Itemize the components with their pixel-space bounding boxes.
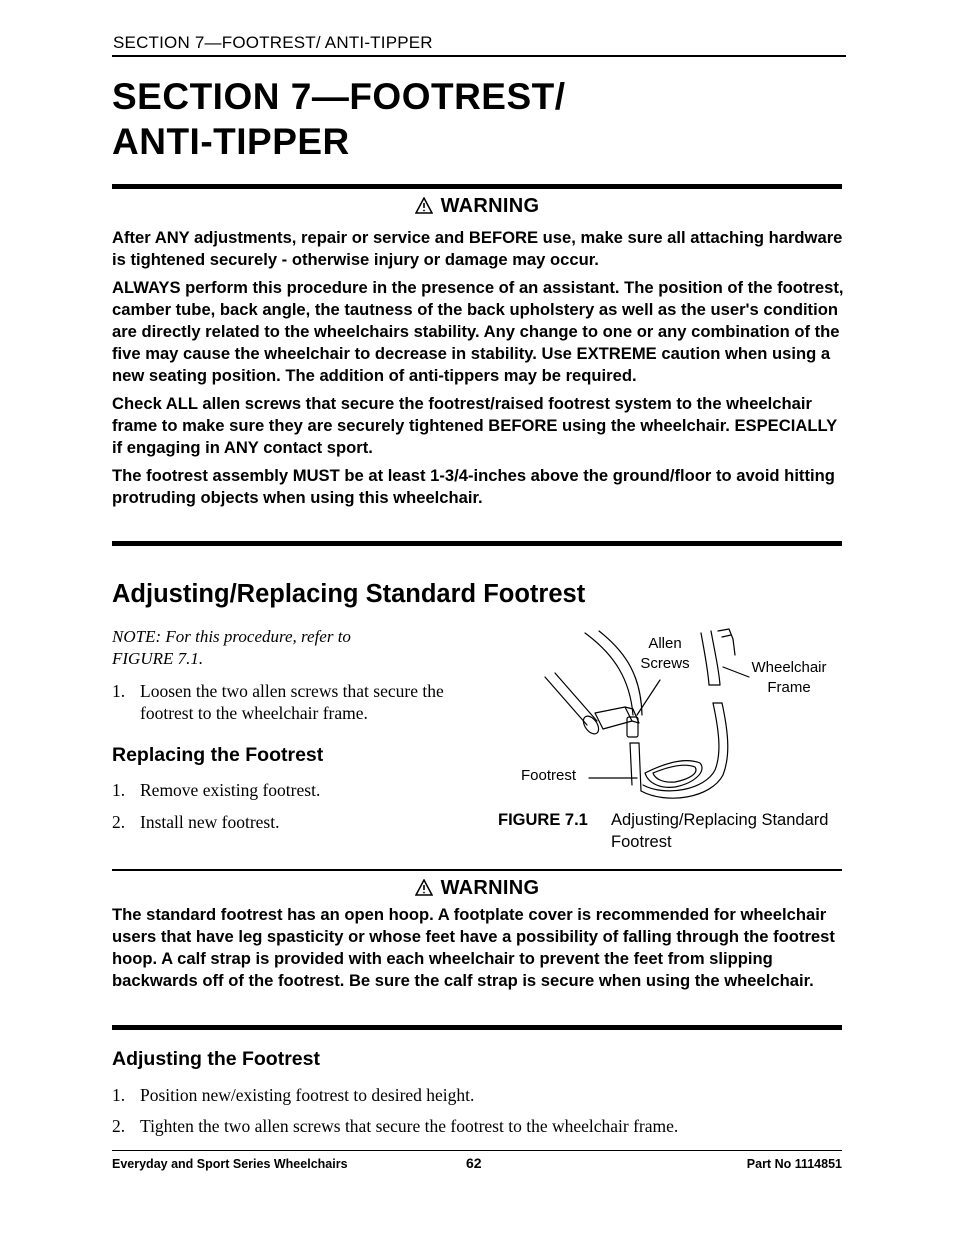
page-number: 62 (466, 1155, 482, 1171)
warning-2-paragraph: The standard footrest has an open hoop. A footplate cover is recommended for wheelchair users that have leg spasticity or whose feet have a possibility of falling through the footrest hoop. A calf strap is provided with each wheelchair to prevent the feet from slipping backwards off of the footrest. Be sure the calf strap is secure when using the wheelchair. (112, 905, 835, 990)
cross-tube-end (580, 713, 601, 736)
list-item (112, 811, 472, 835)
warning-1-paragraph: Check ALL allen screws that secure the footrest/raised footrest system to the wheelchair frame to make sure they are securely tightened BEFORE using the wheelchair. ESPECIALLY if engaging in ANY contact sport. (112, 394, 837, 457)
section-title-line-1: SECTION 7—FOOTREST/ (112, 76, 566, 117)
procedure-note: NOTE: For this procedure, refer to FIGURE 7.1. (112, 627, 351, 668)
cross-tube-bottom (555, 673, 597, 721)
list-item (112, 1115, 847, 1139)
footer-rule (112, 1150, 842, 1151)
wheelchair-frame-leader (723, 667, 749, 677)
warning-2-heading (112, 877, 842, 902)
warning-2-top-rule (112, 869, 842, 871)
right-frame-bracket (718, 629, 735, 655)
footrest-hanger-outer (643, 703, 719, 791)
step-text: Position new/existing footrest to desired height. (140, 1085, 475, 1105)
warning-1-paragraph: After ANY adjustments, repair or service and BEFORE use, make sure all attaching hardware is tightened securely - otherwise injury or damage may occur. (112, 228, 843, 269)
step-number: 2. (112, 1116, 126, 1136)
right-frame-post-outer (701, 633, 709, 685)
warning-2-body (112, 904, 847, 998)
step-number: 2. (112, 812, 126, 832)
figure-caption-text: Adjusting/Replacing Standard Footrest (611, 811, 829, 851)
section-title (112, 74, 852, 164)
list-item (112, 680, 472, 726)
right-frame-bracket-detail (722, 635, 731, 637)
left-frame-tube-outer (585, 633, 633, 715)
warning-1-heading-text: WARNING (440, 195, 540, 217)
figure-caption (498, 809, 841, 853)
step-number: 1. (112, 1085, 126, 1105)
warning-1-paragraph: ALWAYS perform this procedure in the presence of an assistant. The position of the footrest, camber tube, back angle, the tautness of the back upholstery as well as the user's condition are directly related to the wheelchairs stability. Any change to one or any combination of the five may cause the wheelchair to decrease in stability. Use EXTREME caution when using a new seating position. The addition of anti-tippers may be required. (112, 278, 844, 385)
section-title-line-2: ANTI-TIPPER (112, 121, 350, 162)
figure-label: FIGURE 7.1 (498, 811, 588, 829)
warning-triangle-icon (415, 879, 433, 902)
warning-1-top-rule (112, 184, 842, 189)
cross-tube-top (545, 677, 587, 725)
callout-footrest: Footrest (521, 767, 577, 784)
replacing-heading: Replacing the Footrest (112, 744, 324, 766)
header-rule (112, 55, 846, 57)
warning-1-bottom-rule (112, 541, 842, 546)
footplate-hoop-inner (653, 765, 696, 782)
list-item (112, 779, 472, 803)
footer-left: Everyday and Sport Series Wheelchairs (112, 1157, 348, 1171)
callout-wheelchair-frame: Wheelchair Frame (751, 659, 827, 696)
adjusting-replacing-heading: Adjusting/Replacing Standard Footrest (112, 580, 586, 608)
warning-1-paragraph: The footrest assembly MUST be at least 1-3/4-inches above the ground/floor to avoid hitting protruding objects when using this wheelchair. (112, 466, 835, 507)
warning-2-bottom-rule (112, 1025, 842, 1030)
running-head: SECTION 7—FOOTREST/ ANTI-TIPPER (113, 33, 433, 52)
allen-screw-left (627, 717, 638, 737)
warning-1-heading (112, 195, 842, 220)
callout-allen-screws: Allen Screws (640, 635, 690, 672)
step-text: Install new footrest. (140, 812, 280, 832)
step-text: Loosen the two allen screws that secure the footrest to the wheelchair frame. (140, 681, 444, 723)
warning-1-body (112, 227, 847, 515)
warning-2-heading-text: WARNING (440, 877, 540, 899)
step-number: 1. (112, 780, 126, 800)
step-number: 1. (112, 681, 126, 701)
footrest-leg-inner (639, 743, 641, 791)
footer-right: Part No 1114851 (746, 1157, 842, 1171)
step-text: Tighten the two allen screws that secure the footrest to the wheelchair frame. (140, 1116, 679, 1136)
footrest-leg-outer (630, 743, 632, 785)
warning-triangle-icon (415, 197, 433, 220)
right-frame-post-inner (711, 631, 720, 685)
adjusting-heading: Adjusting the Footrest (112, 1048, 320, 1070)
step-text: Remove existing footrest. (140, 780, 321, 800)
list-item (112, 1084, 847, 1108)
